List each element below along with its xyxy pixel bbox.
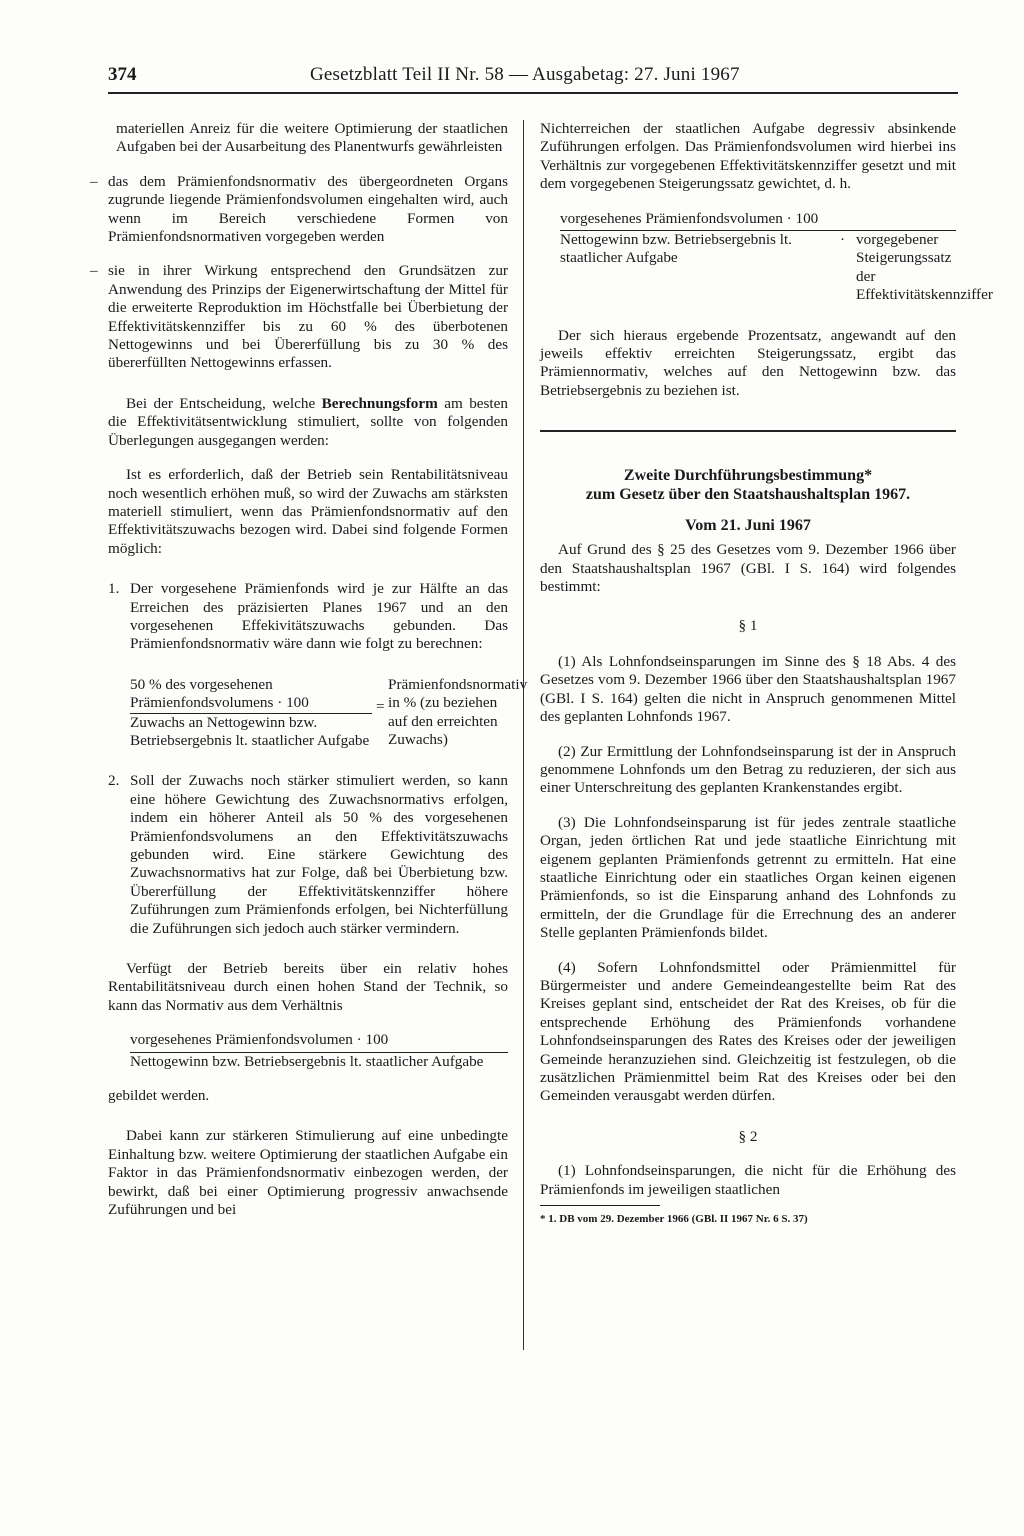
decree-title-line-2: zum Gesetz über den Staatshaushaltsplan 1967. — [585, 486, 911, 504]
formula-equals: = — [375, 697, 385, 715]
paragraph: (3) Die Lohnfondseinsparung ist für jedes zentrale staatliche Organ, jeden örtlichen Rat und jede staatliche Einrichtung mit eigenem geplanten Prämienfonds getrennt zu ermitteln. Hat eine staatliche Einrichtung oder ein staatliches Organ keinen eigenen Prämienfonds, so ist die Einsparung anhand des Lohnfonds zu ermitteln, der die Grundlage für die Errechnung des an anderer Stelle geplanten Prämienfonds bildet. — [540, 813, 956, 942]
paragraph: Nichterreichen der staatlichen Aufgabe degressiv absinkende Zuführungen erfolgen. Das Prämienfondsvolumen wird hierbei ins Verhältnis zur vorgegebenen Effektivitätskennziffer gesetzt und mit dem vorgegebenen Steigerungssatz gewichtet, d. h. — [540, 120, 956, 193]
formula-denominator-factor: vorgegebener Steigerungssatz der Effektivitätskennziffer — [856, 231, 993, 304]
page-header — [108, 58, 958, 98]
header-title: Gesetzblatt Teil II Nr. 58 — Ausgabetag: 27. Juni 1967 — [310, 64, 740, 85]
decree-title-line-1: Zweite Durchführungsbestimmung* — [623, 467, 873, 485]
left-column — [90, 120, 528, 1220]
paragraph: Verfügt der Betrieb bereits über ein relativ hohes Rentabilitätsniveau durch einen hohen Stand der Technik, so kann das Normativ aus dem Verhältnis — [108, 960, 508, 1014]
numbered-item — [108, 580, 508, 654]
numbered-item — [108, 772, 508, 938]
paragraph — [108, 395, 508, 450]
formula-2 — [130, 1031, 508, 1071]
bullet-dash: – — [90, 262, 98, 280]
formula-3 — [560, 209, 993, 305]
formula-denominator: Zuwachs an Nettogewinn bzw. Betriebsergebnis lt. staatlicher Aufgabe — [130, 713, 370, 749]
bullet-item — [90, 262, 508, 372]
emphasis: Berechnungsform — [321, 394, 438, 412]
formula-1 — [130, 675, 528, 751]
paragraph: materiellen Anreiz für die weitere Optimierung der staatlichen Aufgaben bei der Ausarbeitung des Planentwurfs gewährleisten — [116, 120, 508, 156]
formula-denominator: Nettogewinn bzw. Betriebsergebnis lt. staatlicher Aufgabe — [560, 231, 792, 267]
item-text: Soll der Zuwachs noch stärker stimuliert werden, so kann eine höhere Gewichtung des Zuwachsnormativs erfolgen, indem ein höherer Anteil als 50 % des vorgesehenen Prämienfondsvolumens an den Effektivitätszuwachs gebunden wird. Eine stärkere Gewichtung des Zuwachsnormativs hat zur Folge, daß bei Überbietung bzw. Übererfüllung der Effektivitätskennziffer höhere Zuführungen zum Prämienfonds erfolgen, bei Nichterfüllung die Zuführungen sich jedoch auch stärker vermindern. — [130, 772, 508, 937]
text-run: Bei der Entscheidung, welche — [126, 394, 322, 412]
paragraph: (1) Lohnfondseinsparungen, die nicht für die Erhöhung des Prämienfonds im jeweiligen staatlichen — [540, 1162, 956, 1198]
footnote: * 1. DB vom 29. Dezember 1966 (GBl. II 1967 Nr. 6 S. 37) — [540, 1213, 808, 1226]
formula-numerator: vorgesehenes Prämienfondsvolumen · 100 — [560, 210, 956, 231]
item-text: Der vorgesehene Prämienfonds wird je zur Hälfte an das Erreichen des präzisierten Planes 1967 und an den vorgesehenen Effekivitätszuwachs gebunden. Das Prämienfondsnormativ wäre dann wie folgt zu berechnen: — [130, 580, 508, 653]
bullet-text: das dem Prämienfondsnormativ des übergeordneten Organs zugrunde liegende Prämienfondsvolumen eingehalten wird, auch wenn im Bereich verschiedene Formen von Prämienfondsnormativen vorgegeben werden — [108, 172, 508, 246]
formula-numerator: 50 % des vorgesehenen Prämienfondsvolumens · 100 — [130, 676, 372, 714]
right-column — [540, 120, 993, 1228]
formula-dot: · — [840, 231, 846, 249]
footnote-rule — [540, 1205, 660, 1206]
section-heading: § 2 — [738, 1127, 758, 1145]
paragraph: (4) Sofern Lohnfondsmittel oder Prämienmittel für Bürgermeister und andere Gemeindeangestellte beim Rat des Kreises geplant sind, entscheidet der Rat des Kreises, ob für die entsprechende Erhöhung des Prämienfonds vorhandene Lohnfondseinsparungen des Rates des Kreises oder der jeweiligen Gemeinde heranzuziehen sind. Gleichzeitig ist festzulegen, ob die zusätzlichen Prämienmittel beim Rat des Kreises oder bei den Gemeinden verausgabt werden dürfen. — [540, 958, 956, 1105]
formula-result: Prämienfondsnormativ in % (zu beziehen auf den erreichten Zuwachs) — [388, 675, 528, 748]
header-rule — [108, 92, 958, 94]
item-number: 2. — [108, 772, 120, 790]
section-heading: § 1 — [738, 616, 758, 634]
text-run: am besten die Effektivitätsentwicklung stimuliert, sollte von folgenden Überlegungen ausgegangen werden: — [108, 394, 508, 449]
paragraph: (1) Als Lohnfondseinsparungen im Sinne des § 18 Abs. 4 des Gesetzes vom 9. Dezember 1966 über den Staatshaushaltsplan 1967 (GBl. I S. 164) gelten die nicht in Anspruch genommenen Mittel des geplanten Lohnfonds 1967. — [540, 652, 956, 726]
item-number: 1. — [108, 580, 120, 598]
bullet-item — [90, 172, 508, 247]
paragraph: Dabei kann zur stärkeren Stimulierung auf eine unbedingte Einhaltung bzw. weitere Optimierung der staatlichen Aufgabe ein Faktor in das Prämienfondsnormativ einbezogen werden, der bewirkt, daß bei einer Optimierung progressiv anwachsende Zuführungen und bei — [108, 1127, 508, 1219]
bullet-text: sie in ihrer Wirkung entsprechend den Grundsätzen zur Anwendung des Prinzips der Eigenerwirtschaftung der Mittel für die erweiterte Reproduktion im Höchstfalle bei Überbietung der Effektivitätskennziffer bis zu 60 % des überbotenen Nettogewinns und bei Übererfüllung bis zu 30 % des übererfüllten Nettogewinns erfassen. — [108, 262, 508, 372]
formula-numerator: vorgesehenes Prämienfondsvolumen · 100 — [130, 1031, 508, 1052]
page-number: 374 — [108, 64, 137, 85]
paragraph: (2) Zur Ermittlung der Lohnfondseinsparung ist der in Anspruch genommene Lohnfonds um den Betrag zu reduzieren, der sich aus einer Unterschreitung des geplanten Krankenstandes ergibt. — [540, 742, 956, 797]
column-divider — [523, 120, 524, 1350]
formula-denominator: Nettogewinn bzw. Betriebsergebnis lt. staatlicher Aufgabe — [130, 1052, 484, 1070]
bullet-dash: – — [90, 172, 98, 190]
paragraph: Der sich hieraus ergebende Prozentsatz, angewandt auf den jeweils effektiv erreichten Steigerungssatz, ergibt das Prämiennormativ, welches auf den Nettogewinn bzw. das Betriebsergebnis zu beziehen ist. — [540, 326, 956, 399]
paragraph: Auf Grund des § 25 des Gesetzes vom 9. Dezember 1966 über den Staatshaushaltsplan 1967 (GBl. I S. 164) wird folgendes bestimmt: — [540, 541, 956, 596]
paragraph: Ist es erforderlich, daß der Betrieb sein Rentabilitätsniveau noch wesentlich erhöhen muß, so wird der Zuwachs am stärksten materiell stimuliert, wenn das Prämienfondsnormativ auf den Effektivitätszuwachs bezogen wird. Dabei sind folgende Formen möglich: — [108, 466, 508, 557]
decree-date: Vom 21. Juni 1967 — [685, 517, 811, 535]
paragraph: gebildet werden. — [108, 1087, 210, 1105]
